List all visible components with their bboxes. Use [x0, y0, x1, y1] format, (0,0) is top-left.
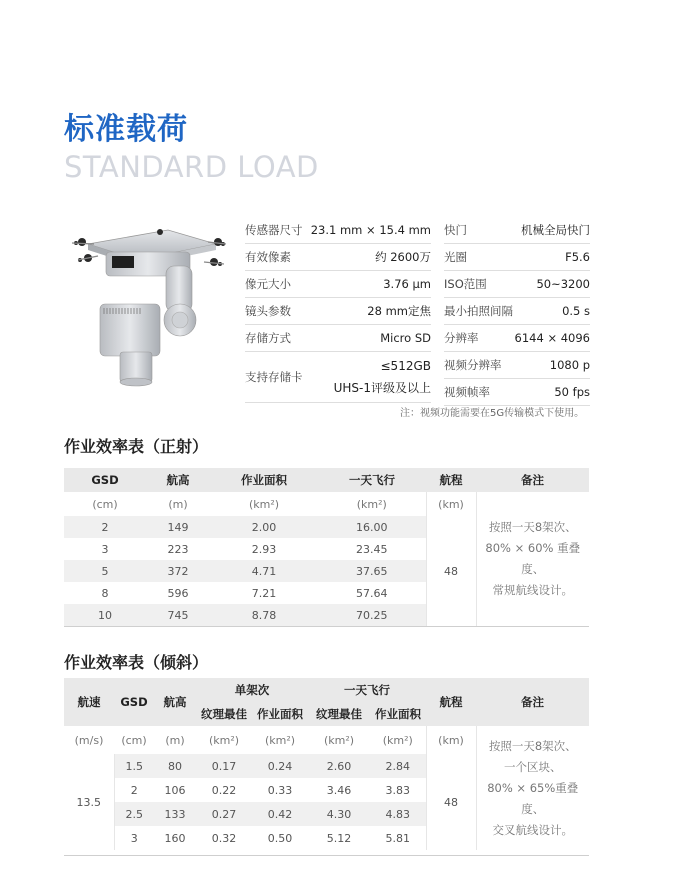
note-line: 按照一天8架次、: [488, 520, 577, 534]
table-cell: 7.21: [251, 586, 277, 600]
spec-row: [245, 244, 431, 271]
unit-cell: (km²): [382, 733, 413, 747]
spec-label: 传感器尺寸: [245, 223, 303, 237]
spec-row: [444, 379, 590, 406]
table-cell: 745: [146, 604, 210, 626]
col-header: 航速: [64, 678, 114, 726]
efficiency-table-oblique: [64, 678, 589, 850]
col-header: 一天飞行: [308, 678, 426, 702]
table-cell: 8.78: [210, 604, 318, 626]
col-header: GSD: [64, 468, 146, 492]
spec-value: F5.6: [565, 250, 590, 264]
spec-value-line: ≤512GB: [380, 359, 431, 373]
spec-row: [444, 298, 590, 325]
table-cell: 3: [130, 831, 138, 845]
speed-cell: 13.5: [64, 754, 114, 850]
spec-row: [444, 325, 590, 352]
unit-cell: (m): [168, 497, 188, 511]
table-cell: 2.84: [370, 754, 426, 778]
unit-cell: (m): [165, 733, 185, 747]
table-cell: 0.27: [196, 802, 252, 826]
note-line: 按照一天8架次、: [488, 738, 577, 753]
col-header: 航程: [426, 468, 476, 492]
spec-list-right: [444, 217, 590, 406]
table-cell: 2: [130, 783, 138, 797]
spec-value-line: UHS-1评级及以上: [333, 381, 431, 395]
table-cell: 106: [164, 783, 186, 797]
table1-title: 作业效率表（正射）: [64, 437, 209, 456]
efficiency-table-ortho: [64, 468, 589, 626]
range-cell: 48: [426, 516, 476, 626]
spec-row: [444, 271, 590, 298]
spec-label: 视频帧率: [444, 385, 490, 399]
table1-bottom-rule: [64, 626, 589, 627]
page-title: 标准载荷: [64, 112, 188, 147]
table-cell: 3: [101, 542, 109, 556]
table-cell: 372: [146, 560, 210, 582]
table-cell: 8: [101, 586, 109, 600]
unit-cell: (cm): [92, 497, 118, 511]
spec-label: 最小拍照间隔: [444, 304, 513, 318]
col-header: 备注: [476, 468, 589, 492]
spec-value: 50~3200: [536, 277, 590, 291]
unit-cell: (cm): [121, 733, 147, 747]
note-line: 一个区块、: [504, 759, 562, 774]
spec-value: 约 2600万: [375, 250, 431, 264]
spec-label: 视频分辨率: [444, 358, 502, 372]
table-cell: 160: [164, 831, 186, 845]
table-cell: 5: [64, 560, 146, 582]
unit-cell: (m/s): [74, 733, 104, 747]
table-cell: 223: [167, 542, 189, 556]
table-cell: 3.83: [385, 783, 410, 797]
table-cell: 4.71: [210, 560, 318, 582]
range-cell: 48: [426, 754, 476, 850]
unit-row: [64, 726, 589, 754]
spec-label: 像元大小: [245, 277, 291, 291]
table-cell: 0.50: [267, 831, 293, 845]
spec-label: 镜头参数: [245, 304, 291, 318]
unit-cell: (km²): [356, 497, 387, 511]
spec-label: 支持存储卡: [245, 370, 303, 384]
table-cell: 5.81: [385, 831, 410, 845]
unit-row: [64, 492, 589, 516]
unit-cell: (km): [426, 492, 476, 516]
table-cell: 596: [167, 586, 189, 600]
table-cell: 0.22: [211, 783, 237, 797]
col-subheader: 作业面积: [370, 702, 426, 726]
col-header: GSD: [114, 678, 154, 726]
unit-cell: (km): [426, 726, 476, 754]
unit-cell: (km²): [248, 497, 280, 511]
unit-cell: (km²): [264, 733, 296, 747]
spec-label: 快门: [444, 223, 467, 237]
camera-payload-image: [68, 222, 228, 392]
spec-label: 光圈: [444, 250, 467, 264]
table-cell: 0.17: [196, 754, 252, 778]
spec-note: 注：视频功能需要在5G传输模式下使用。: [400, 408, 585, 419]
col-header: 备注: [476, 678, 589, 726]
table-cell: 0.33: [267, 783, 293, 797]
note-line: 80% × 65%重叠度、: [487, 780, 579, 816]
col-header: 航高: [154, 678, 196, 726]
spec-value: 0.5 s: [562, 304, 590, 318]
table-cell: 23.45: [356, 542, 388, 556]
table-cell: 4.30: [308, 802, 370, 826]
spec-row: [245, 352, 431, 403]
spec-row: [444, 352, 590, 379]
spec-label: 存储方式: [245, 331, 291, 345]
table-cell: 2.60: [308, 754, 370, 778]
table-cell: 0.32: [211, 831, 237, 845]
table-cell: 1.5: [114, 754, 154, 778]
spec-value: [334, 355, 431, 399]
page-subtitle: STANDARD LOAD: [64, 150, 319, 184]
spec-label: 分辨率: [444, 331, 479, 345]
spec-value: 23.1 mm × 15.4 mm: [310, 223, 431, 237]
table-cell: 5.12: [326, 831, 352, 845]
col-subheader: 作业面积: [252, 702, 308, 726]
spec-value: 3.76 μm: [383, 277, 431, 291]
table2-bottom-rule: [64, 855, 589, 856]
spec-row: [245, 271, 431, 298]
table-cell: 2.93: [251, 542, 277, 556]
table-cell: 10: [64, 604, 146, 626]
spec-label: 有效像素: [245, 250, 291, 264]
note-line: 80% × 60% 重叠度、: [485, 541, 581, 576]
table-cell: 2: [64, 516, 146, 538]
table-cell: 0.42: [252, 802, 308, 826]
spec-row: [245, 298, 431, 325]
note-cell: [476, 492, 589, 626]
table-cell: 0.24: [252, 754, 308, 778]
note-line: 常规航线设计。: [492, 583, 573, 597]
table-cell: 16.00: [318, 516, 426, 538]
col-header: 单架次: [196, 678, 308, 702]
col-header: 航程: [426, 678, 476, 726]
col-subheader: 纹理最佳: [308, 702, 370, 726]
table-cell: 3.46: [326, 783, 352, 797]
table-cell: 133: [154, 802, 196, 826]
unit-cell: (km²): [323, 733, 355, 747]
spec-value: 1080 p: [549, 358, 590, 372]
spec-value: 6144 × 4096: [514, 331, 590, 345]
col-header: 一天飞行: [318, 468, 426, 492]
table-cell: 4.83: [370, 802, 426, 826]
col-header: 航高: [146, 468, 210, 492]
table-cell: 70.25: [318, 604, 426, 626]
col-subheader: 纹理最佳: [196, 702, 252, 726]
table-cell: 2.5: [114, 802, 154, 826]
table-cell: 149: [146, 516, 210, 538]
spec-row: [245, 325, 431, 352]
table2-title: 作业效率表（倾斜）: [64, 653, 209, 672]
note-line: 交叉航线设计。: [492, 822, 573, 837]
spec-row: [245, 217, 431, 244]
spec-row: [444, 217, 590, 244]
spec-list-left: [245, 217, 431, 403]
table-cell: 80: [154, 754, 196, 778]
spec-value: 28 mm定焦: [367, 304, 431, 318]
table-cell: 37.65: [318, 560, 426, 582]
spec-value: 机械全局快门: [521, 223, 590, 237]
spec-row: [444, 244, 590, 271]
table-cell: 57.64: [356, 586, 388, 600]
note-cell: [476, 726, 589, 850]
table-cell: 2.00: [210, 516, 318, 538]
spec-value: 50 fps: [554, 385, 590, 399]
spec-label: ISO范围: [444, 277, 487, 291]
spec-value: Micro SD: [380, 331, 431, 345]
unit-cell: (km²): [208, 733, 240, 747]
col-header: 作业面积: [210, 468, 318, 492]
